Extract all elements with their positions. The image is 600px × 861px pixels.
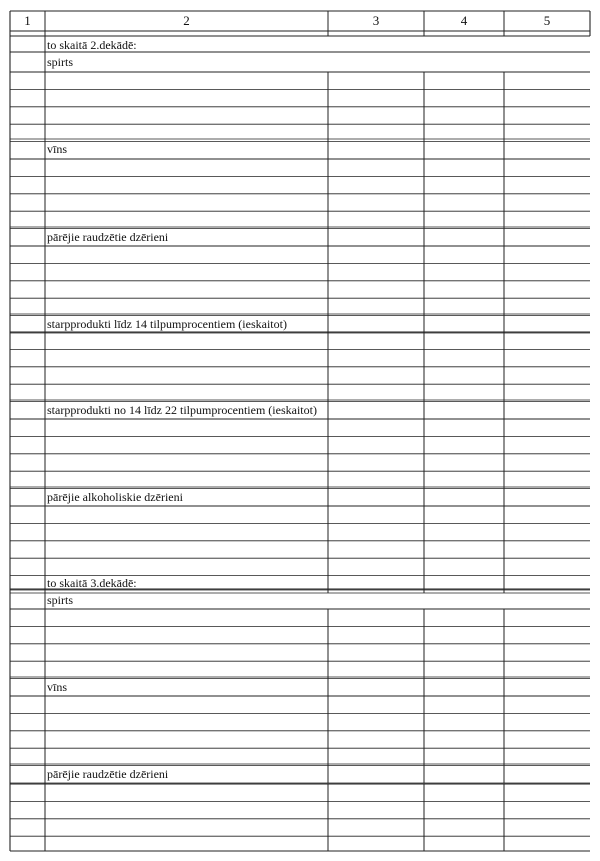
column-header-5: 5: [543, 13, 551, 28]
section-title-spirits: spirts: [47, 55, 74, 69]
column-header-2: 2: [183, 13, 190, 28]
section-title-other-alcoholic: pārējie alkoholiskie dzērieni: [47, 490, 183, 504]
section-title-other-fermented: pārējie raudzētie dzērieni: [47, 230, 169, 244]
section-title-other-fermented: pārējie raudzētie dzērieni: [47, 767, 169, 781]
section-title-intermediate-14-to-22: starpprodukti no 14 līdz 22 tilpumprocentiem (ieskaitot): [47, 403, 317, 417]
section-title-intermediate-up-to-14: starpprodukti līdz 14 tilpumprocentiem (ieskaitot): [47, 317, 287, 331]
section-title-spirits: spirts: [47, 593, 74, 607]
column-header-1: 1: [24, 13, 31, 28]
column-header-4: 4: [460, 13, 468, 28]
column-header-3: 3: [372, 13, 380, 28]
section-title-wine: vīns: [47, 142, 68, 156]
section-title-decade-3: to skaitā 3.dekādē:: [47, 576, 137, 590]
section-title-wine: vīns: [47, 680, 68, 694]
section-title-decade-2: to skaitā 2.dekādē:: [47, 38, 137, 52]
